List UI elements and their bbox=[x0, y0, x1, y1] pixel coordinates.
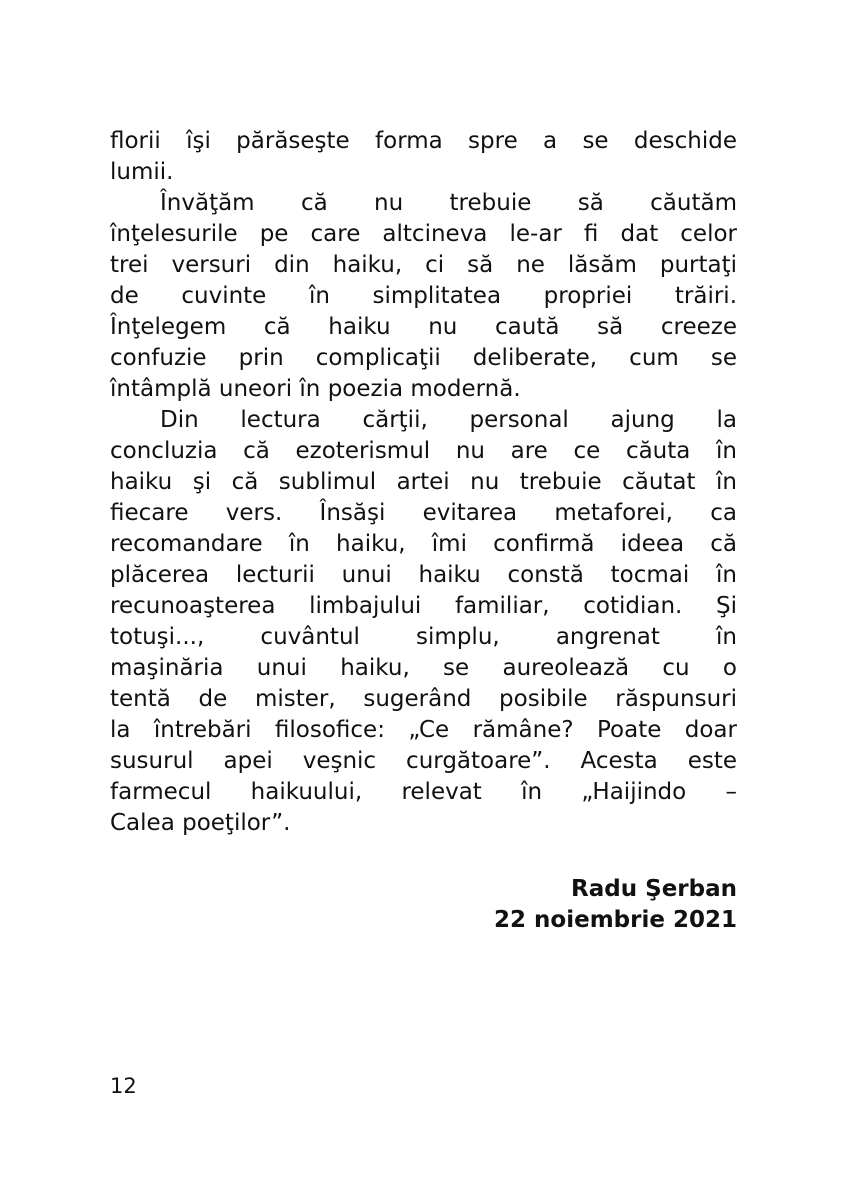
text-line: farmecul haikuului, relevat în „Haijindo – bbox=[110, 779, 737, 805]
page-number: 12 bbox=[110, 1074, 137, 1098]
text-line: confuzie prin complicaţii deliberate, cum se bbox=[110, 345, 737, 371]
text-line: plăcerea lecturii unui haiku constă tocmai în bbox=[110, 562, 737, 588]
text-line: la întrebări filosofice: „Ce rămâne? Poate doar bbox=[110, 717, 737, 743]
text-line: susurul apei veşnic curgătoare”. Acesta este bbox=[110, 748, 737, 774]
text-line: trei versuri din haiku, ci să ne lăsăm purtaţi bbox=[110, 252, 737, 278]
text-line: înţelesurile pe care altcineva le-ar fi dat celor bbox=[110, 221, 737, 247]
text-line: Înţelegem că haiku nu caută să creeze bbox=[110, 314, 737, 340]
text-line: concluzia că ezoterismul nu are ce căuta în bbox=[110, 438, 737, 464]
signature bbox=[494, 874, 737, 936]
text-line: totuşi..., cuvântul simplu, angrenat în bbox=[110, 624, 737, 650]
text-line: întâmplă uneori în poezia modernă. bbox=[110, 376, 521, 402]
text-line: Învăţăm că nu trebuie să căutăm bbox=[160, 190, 737, 216]
text-line: de cuvinte în simplitatea propriei trăiri. bbox=[110, 283, 737, 309]
text-line: recunoaşterea limbajului familiar, cotidian. Şi bbox=[110, 593, 737, 619]
text-line: Din lectura cărţii, personal ajung la bbox=[160, 407, 737, 433]
text-line: tentă de mister, sugerând posibile răspunsuri bbox=[110, 686, 737, 712]
text-line: haiku şi că sublimul artei nu trebuie căutat în bbox=[110, 469, 737, 495]
signature-author: Radu Şerban bbox=[571, 876, 737, 902]
text-line: fiecare vers. Însăşi evitarea metaforei, ca bbox=[110, 500, 737, 526]
text-line: florii îşi părăseşte forma spre a se deschide bbox=[110, 128, 737, 154]
text-line: recomandare în haiku, îmi confirmă ideea că bbox=[110, 531, 737, 557]
text-line: maşinăria unui haiku, se aureolează cu o bbox=[110, 655, 737, 681]
body-text bbox=[110, 126, 737, 839]
text-line: lumii. bbox=[110, 159, 174, 185]
text-line: Calea poeţilor”. bbox=[110, 810, 291, 836]
signature-date: 22 noiembrie 2021 bbox=[494, 907, 737, 933]
